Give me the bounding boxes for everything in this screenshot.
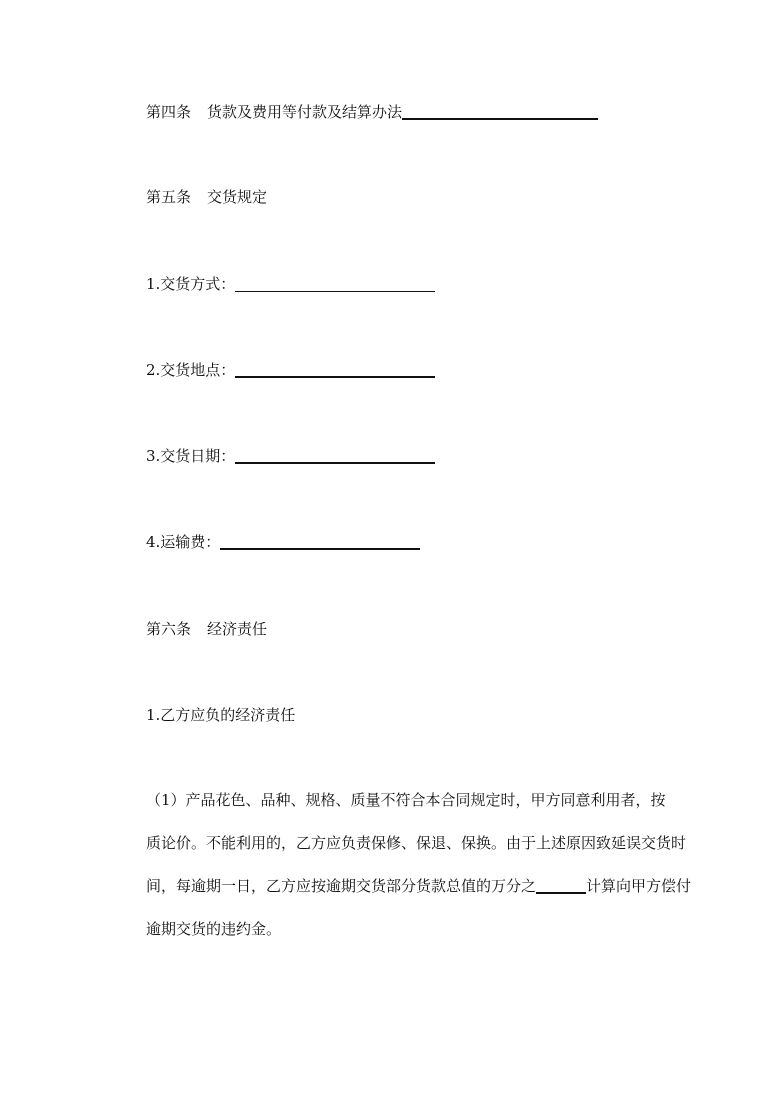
delivery-place-item — [146, 360, 435, 380]
shipping-fee-item — [146, 532, 420, 552]
paragraph-line-3-after: 计算向甲方偿付 — [586, 877, 692, 895]
delivery-place-label: 2.交货地点： — [146, 361, 236, 379]
shipping-fee-label: 4.运输费： — [146, 533, 221, 551]
delivery-method-blank[interactable] — [235, 276, 435, 292]
article-6-heading — [146, 619, 267, 639]
article-4-heading — [146, 102, 598, 122]
article-5-heading — [146, 187, 267, 207]
penalty-rate-blank[interactable] — [536, 877, 586, 894]
delivery-method-item — [146, 274, 435, 294]
article-4-number: 第四条 — [146, 103, 192, 121]
delivery-method-label: 1.交货方式： — [146, 275, 236, 293]
article-4-blank[interactable] — [402, 103, 598, 120]
paragraph-line-1: （1）产品花色、品种、规格、质量不符合本合同规定时，甲方同意利用者，按 — [146, 791, 666, 809]
article-5-number: 第五条 — [146, 188, 192, 206]
paragraph-line-3 — [146, 876, 691, 896]
paragraph-line-2: 质论价。不能利用的，乙方应负责保修、保退、保换。由于上述原因致延误交货时 — [146, 834, 687, 852]
article-6-title: 经济责任 — [207, 620, 268, 638]
paragraph-line-4: 逾期交货的违约金。 — [146, 920, 282, 938]
article-4-title: 货款及费用等付款及结算办法 — [207, 103, 403, 121]
delivery-date-blank[interactable] — [235, 447, 435, 464]
article-6-number: 第六条 — [146, 620, 192, 638]
shipping-fee-blank[interactable] — [220, 533, 420, 550]
article-5-title: 交货规定 — [207, 188, 268, 206]
delivery-place-blank[interactable] — [235, 361, 435, 378]
delivery-date-item — [146, 446, 435, 466]
paragraph-line-3-before: 间，每逾期一日，乙方应按逾期交货部分货款总值的万分之 — [146, 877, 537, 895]
delivery-date-label: 3.交货日期： — [146, 447, 236, 465]
article-6-subsection-1: 1.乙方应负的经济责任 — [146, 706, 296, 724]
